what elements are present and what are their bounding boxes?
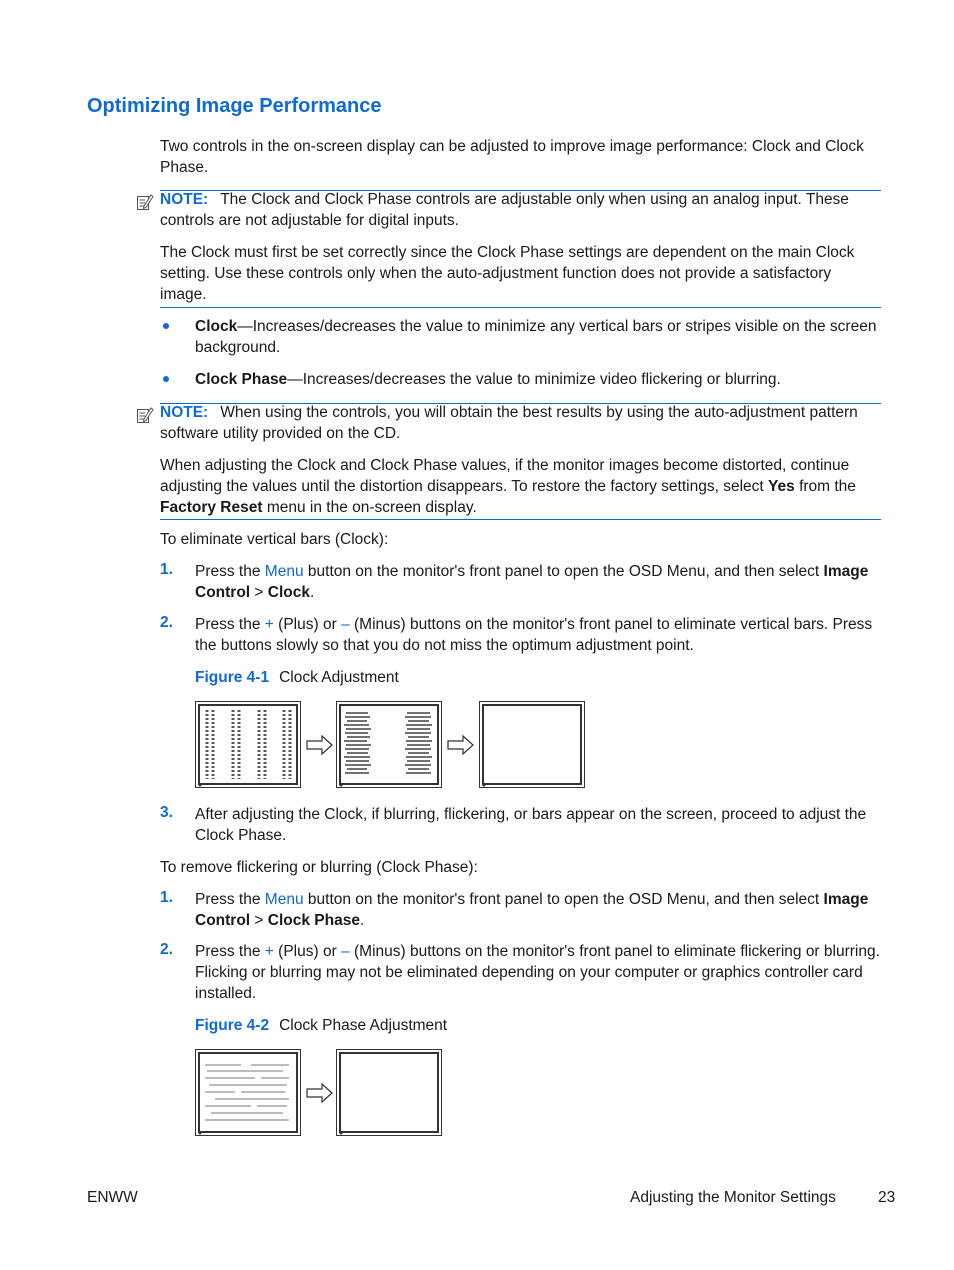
- clock-first-paragraph: The Clock must first be set correctly since the Clock Phase settings are dependent on the main Clock setting. Use these controls only when the auto-adjustment function does not provide a satisfactory image.: [160, 244, 855, 303]
- figure-caption: [195, 667, 399, 688]
- monitor-clean: [480, 702, 585, 788]
- phase-step-2: [195, 941, 881, 1004]
- yes-option: Yes: [768, 478, 795, 495]
- phase-step-1: [195, 889, 881, 931]
- clock-phase-adjustment-figure: [195, 1049, 445, 1137]
- bullet-clock: [195, 316, 881, 358]
- paragraph-text: menu in the on-screen display.: [266, 499, 477, 516]
- bullet-dot: [163, 323, 169, 329]
- menu-path-image-control: Image Control: [195, 563, 869, 601]
- bullet-term: Clock Phase: [195, 371, 288, 388]
- step-number: 2.: [160, 941, 173, 958]
- intro-paragraph: Two controls in the on-screen display can be adjusted to improve image performance: Clock and Clock Phase.: [160, 138, 864, 176]
- note-1: [160, 189, 880, 231]
- step-number: 1.: [160, 561, 173, 578]
- step-text: Press the: [195, 563, 261, 580]
- minus-button-ref: –: [341, 943, 350, 960]
- bullet-description: —Increases/decreases the value to minimize video flickering or blurring.: [287, 371, 781, 388]
- monitor-vertical-bars: [196, 702, 301, 788]
- paragraph-text: from the: [799, 478, 856, 495]
- bullet-description: —Increases/decreases the value to minimize any vertical bars or stripes visible on the screen background.: [195, 318, 877, 356]
- minus-button-ref: –: [341, 616, 350, 633]
- menu-button-ref: Menu: [264, 563, 304, 580]
- step-number: 1.: [160, 889, 173, 906]
- clock-step-2: [195, 614, 881, 656]
- menu-path-separator: >: [254, 584, 264, 601]
- page-number: 23: [878, 1189, 896, 1206]
- step-text: (Minus) buttons on the monitor's front panel to eliminate vertical bars. Press the buttons slowly so that you do not miss the optimum adjustment point.: [195, 616, 873, 654]
- note-text: When using the controls, you will obtain the best results by using the auto-adjustment pattern software utility provided on the CD.: [160, 404, 858, 442]
- arrow-right-icon: [448, 736, 473, 754]
- clock-step-3: After adjusting the Clock, if blurring, flickering, or bars appear on the screen, proceed to adjust the Clock Phase.: [195, 806, 867, 844]
- step-text: button on the monitor's front panel to open the OSD Menu, and then select: [307, 891, 820, 908]
- step-text: Press the: [195, 891, 261, 908]
- clock-section-intro: To eliminate vertical bars (Clock):: [160, 531, 389, 548]
- figure-title: Clock Adjustment: [279, 669, 399, 686]
- step-text: Press the: [195, 943, 261, 960]
- phase-section-intro: To remove flickering or blurring (Clock Phase):: [160, 859, 478, 876]
- paragraph-text: When adjusting the Clock and Clock Phase values, if the monitor images become distorted, continue adjusting the values until the distortion disappears. To restore the factory settings, select: [160, 457, 850, 495]
- bullet-dot: [163, 376, 169, 382]
- note-label: NOTE:: [160, 191, 209, 208]
- step-text: .: [310, 584, 315, 601]
- footer-section-title: Adjusting the Monitor Settings: [630, 1189, 836, 1206]
- section-heading: Optimizing Image Performance: [87, 95, 382, 117]
- clock-step-1: [195, 561, 881, 603]
- arrow-right-icon: [307, 736, 332, 754]
- step-text: button on the monitor's front panel to open the OSD Menu, and then select: [307, 563, 820, 580]
- note-icon: [136, 406, 154, 424]
- factory-reset-paragraph: [160, 455, 880, 518]
- footer-doc-code: ENWW: [87, 1189, 138, 1206]
- plus-button-ref: +: [264, 943, 274, 960]
- note-text: The Clock and Clock Phase controls are adjustable only when using an analog input. These controls are not adjustable for digital inputs.: [160, 191, 849, 229]
- step-text: Press the: [195, 616, 261, 633]
- figure-number: Figure 4-2: [195, 1017, 270, 1034]
- menu-path-clock-phase: Clock Phase: [267, 912, 360, 929]
- step-number: 2.: [160, 614, 173, 631]
- step-text: .: [359, 912, 365, 929]
- note-2: [160, 402, 880, 444]
- figure-title: Clock Phase Adjustment: [279, 1017, 448, 1034]
- bullet-term: Clock: [195, 318, 238, 335]
- figure-caption: [195, 1015, 447, 1036]
- plus-button-ref: +: [264, 616, 274, 633]
- figure-number: Figure 4-1: [195, 669, 270, 686]
- step-number: 3.: [160, 804, 173, 821]
- menu-button-ref: Menu: [264, 891, 304, 908]
- monitor-wavy-bars: [337, 702, 442, 788]
- menu-path-image-control: Image Control: [195, 891, 869, 929]
- note-bottom-rule: [160, 519, 881, 520]
- note-icon: [136, 193, 154, 211]
- monitor-blurred-text: [196, 1050, 301, 1136]
- step-text: (Plus) or: [278, 943, 337, 960]
- bullet-clock-phase: [195, 369, 881, 390]
- arrow-right-icon: [307, 1084, 332, 1102]
- note-label: NOTE:: [160, 404, 209, 421]
- factory-reset-menu: Factory Reset: [160, 499, 263, 516]
- step-text: (Minus) buttons on the monitor's front panel to eliminate flickering or blurring. Flicking or blurring may not be eliminated depending on your computer or graphics controller card installed.: [195, 943, 880, 1002]
- menu-path-separator: >: [254, 912, 264, 929]
- note-bottom-rule: [160, 307, 881, 308]
- monitor-clean: [337, 1050, 442, 1136]
- clock-adjustment-figure: [195, 701, 587, 789]
- step-text: (Plus) or: [278, 616, 337, 633]
- menu-path-clock: Clock: [267, 584, 311, 601]
